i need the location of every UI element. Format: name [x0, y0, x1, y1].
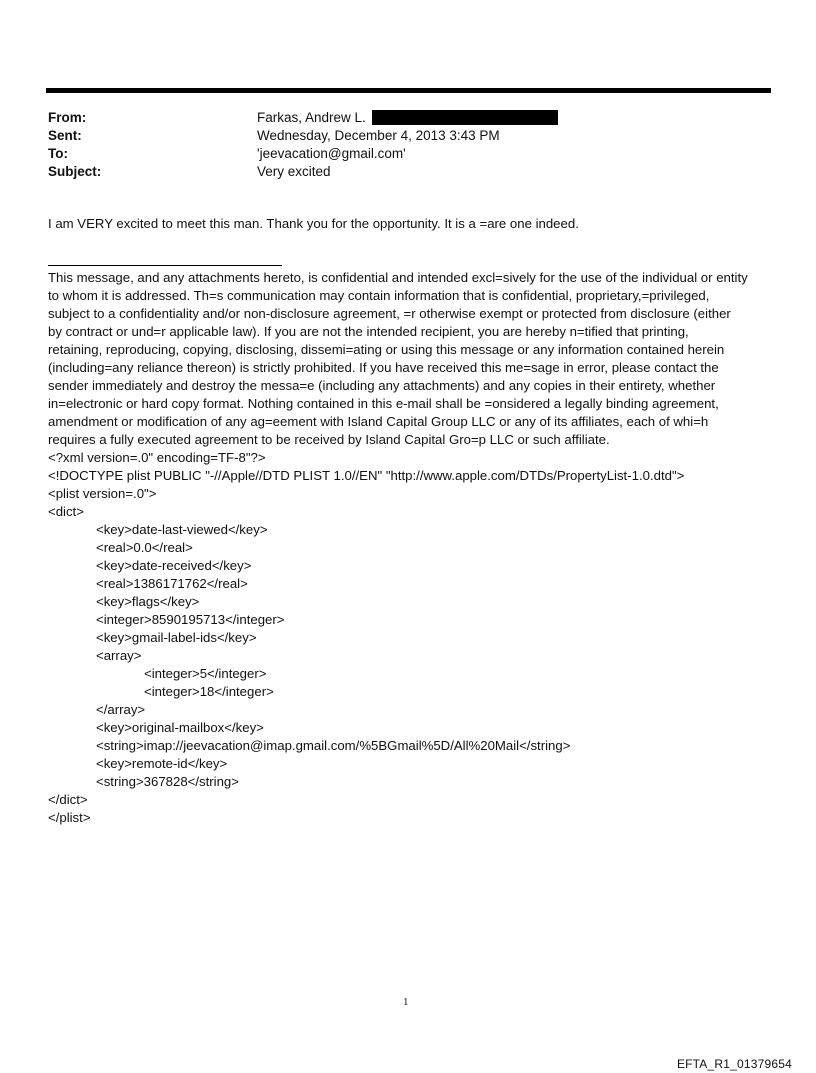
disclaimer-line: subject to a confidentiality and/or non-disclosure agreement, =r otherwise exempt or protected from disclosure (either — [48, 306, 731, 321]
email-body-message: I am VERY excited to meet this man. Thank you for the opportunity. It is a =are one indeed. — [48, 216, 579, 231]
plist-dict-close: </dict> — [48, 792, 88, 807]
subject-value: Very excited — [257, 163, 331, 179]
confidentiality-disclaimer — [48, 269, 773, 449]
redaction-box — [372, 110, 558, 125]
plist-entry: <key>flags</key> — [96, 594, 200, 609]
from-row — [48, 108, 748, 126]
disclaimer-line: This message, and any attachments hereto, is confidential and intended excl=sively for the use of the individual or entity — [48, 270, 748, 285]
page-number: 1 — [403, 996, 409, 1008]
plist-entry: <key>remote-id</key> — [96, 756, 228, 771]
sent-row — [48, 126, 748, 144]
plist-dict-open: <dict> — [48, 504, 84, 519]
plist-entry: <real>0.0</real> — [96, 540, 193, 555]
plist-close-tag: </plist> — [48, 810, 91, 825]
disclaimer-line: requires a fully executed agreement to be received by Island Capital Gro=p LLC or such affiliate. — [48, 432, 610, 447]
plist-entry: <key>original-mailbox</key> — [96, 720, 264, 735]
signature-divider — [48, 265, 282, 266]
disclaimer-line: to whom it is addressed. Th=s communication may contain information that is confidential, proprietary,=privileged, — [48, 288, 710, 303]
disclaimer-line: retaining, reproducing, copying, disclosing, dissemi=ating or using this message or any information contained herein — [48, 342, 725, 357]
plist-open-tag: <plist version=.0"> — [48, 486, 157, 501]
plist-entry: </array> — [96, 702, 146, 717]
plist-entry: <key>date-received</key> — [96, 558, 252, 573]
from-value: Farkas, Andrew L. — [257, 109, 366, 125]
plist-doctype: <!DOCTYPE plist PUBLIC "-//Apple//DTD PLIST 1.0//EN" "http://www.apple.com/DTDs/PropertyList-1.0.dtd"> — [48, 468, 685, 483]
plist-entry: <key>gmail-label-ids</key> — [96, 630, 257, 645]
disclaimer-line: amendment or modification of any ag=eement with Island Capital Group LLC or any of its affiliates, each of whi=h — [48, 414, 709, 429]
plist-array-item: <integer>18</integer> — [144, 684, 274, 699]
plist-entry: <integer>8590195713</integer> — [96, 612, 285, 627]
subject-row — [48, 162, 748, 180]
disclaimer-line: in=electronic or hard copy format. Nothing contained in this e-mail shall be =onsidered a legally binding agreement, — [48, 396, 719, 411]
from-label: From: — [48, 109, 87, 125]
plist-entry: <string>367828</string> — [96, 774, 239, 789]
to-row — [48, 144, 748, 162]
subject-label: Subject: — [48, 163, 102, 179]
plist-entry: <key>date-last-viewed</key> — [96, 522, 268, 537]
to-value: 'jeevacation@gmail.com' — [257, 145, 406, 161]
disclaimer-line: by contract or und=r applicable law). If you are not the intended recipient, you are hereby n=tified that printing, — [48, 324, 689, 339]
to-label: To: — [48, 145, 68, 161]
plist-xml-declaration: <?xml version=.0" encoding=TF-8"?> — [48, 450, 266, 465]
sent-value: Wednesday, December 4, 2013 3:43 PM — [257, 127, 500, 143]
plist-array-item: <integer>5</integer> — [144, 666, 267, 681]
sent-label: Sent: — [48, 127, 82, 143]
plist-entry: <array> — [96, 648, 142, 663]
plist-metadata — [48, 449, 684, 827]
bates-number: EFTA_R1_01379654 — [676, 1057, 792, 1071]
from-value-container — [257, 110, 558, 125]
disclaimer-line: sender immediately and destroy the messa=e (including any attachments) and any copies in their entirety, whether — [48, 378, 716, 393]
header-top-rule — [46, 88, 771, 93]
plist-entry: <real>1386171762</real> — [96, 576, 248, 591]
email-header — [48, 108, 748, 180]
disclaimer-line: (including=any reliance thereon) is strictly prohibited. If you have received this me=sage in error, please contact the — [48, 360, 719, 375]
plist-entry: <string>imap://jeevacation@imap.gmail.com/%5BGmail%5D/All%20Mail</string> — [96, 738, 571, 753]
